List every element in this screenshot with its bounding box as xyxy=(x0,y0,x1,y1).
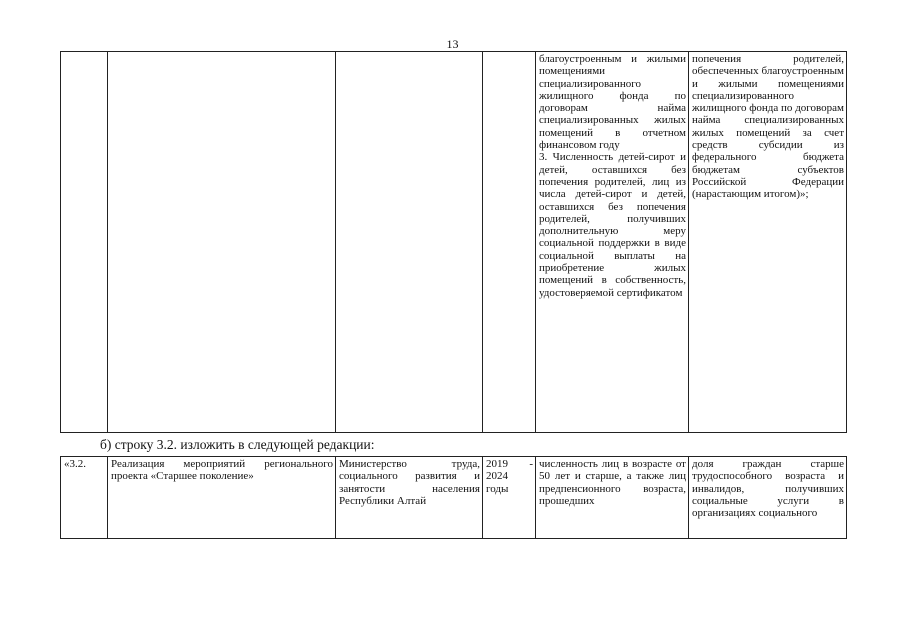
cell-result: доля граждан старше трудоспособного возраста и инвалидов, получивших социальные услуги в организациях социального xyxy=(689,457,847,539)
cell-period: 2019 - 2024 годы xyxy=(483,457,536,539)
cell-period xyxy=(483,52,536,433)
cell-executor xyxy=(336,52,483,433)
table-continuation xyxy=(60,51,847,433)
cell-indicator xyxy=(536,52,689,433)
table-row xyxy=(61,52,847,433)
cell-number: «3.2. xyxy=(61,457,108,539)
table-row-3-2 xyxy=(60,456,847,539)
cell-indicator: численность лиц в возрасте от 50 лет и старше, а также лиц предпенсионного возраста, прошедших xyxy=(536,457,689,539)
indicator-text-continued: благоустроенным и жилыми помещениями специализированного жилищного фонда по договорам найма специализированных жилых помещений в отчетном финансовом году xyxy=(539,53,686,152)
page-number: 13 xyxy=(446,37,459,51)
cell-event xyxy=(108,52,336,433)
cell-result: попечения родителей, обеспеченных благоустроенным и жилыми помещениями специализированного жилищного фонда по договорам найма специализированных жилых помещений за счет средств субсидии из федерального бюджета бюджетам субъектов Российской Федерации (нарастающим итогом)»; xyxy=(689,52,847,433)
cell-event: Реализация мероприятий регионального проекта «Старшее поколение» xyxy=(108,457,336,539)
cell-number xyxy=(61,52,108,433)
indicator-text-3: 3. Численность детей-сирот и детей, оставшихся без попечения родителей, лиц из числа детей-сирот и детей, оставшихся без попечения родителей, получивших дополнительную меру социальной поддержки в виде социальной выплаты на приобретение жилых помещений в собственность, удостоверяемой сертификатом xyxy=(539,151,686,299)
cell-executor: Министерство труда, социального развития и занятости населения Республики Алтай xyxy=(336,457,483,539)
table-row xyxy=(61,457,847,539)
instruction-paragraph: б) строку 3.2. изложить в следующей редакции: xyxy=(100,437,375,452)
